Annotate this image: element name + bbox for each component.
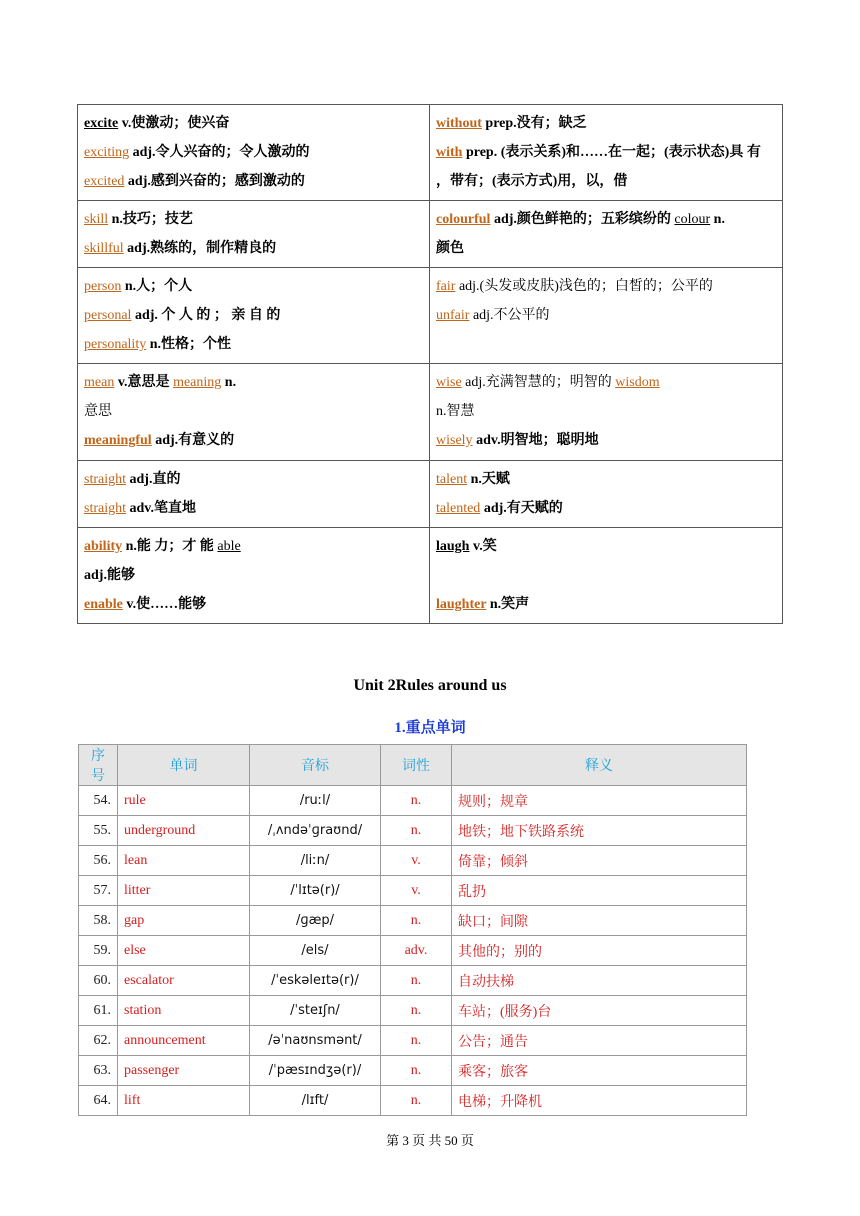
headword: meaning bbox=[173, 375, 222, 390]
vocab-index: 55. bbox=[79, 816, 118, 846]
headword: colourful bbox=[436, 212, 491, 227]
family-entry bbox=[84, 397, 424, 426]
family-entry bbox=[436, 109, 777, 138]
definition-text: 颜色 bbox=[436, 241, 464, 256]
headword: fair bbox=[436, 279, 456, 294]
vocab-row bbox=[79, 846, 747, 876]
vocab-word: lean bbox=[118, 846, 250, 876]
section-title: 1.重点单词 bbox=[394, 720, 466, 736]
headword: person bbox=[84, 279, 122, 294]
vocab-phonetic: /ˈpæsɪndʒə(r)/ bbox=[250, 1056, 381, 1086]
vocab-index: 64. bbox=[79, 1086, 118, 1116]
headword: exciting bbox=[84, 145, 130, 160]
family-cell-left bbox=[78, 364, 430, 461]
definition-text: prep. (表示关系)和……在一起；(表示状态)具 有 bbox=[462, 145, 761, 160]
vocab-word: passenger bbox=[118, 1056, 250, 1086]
definition-text: adj.不公平的 bbox=[469, 308, 550, 323]
definition-text: adj.颜色鲜艳的；五彩缤纷的 bbox=[490, 212, 675, 227]
family-entry bbox=[84, 465, 424, 494]
definition-text: n. bbox=[221, 375, 237, 390]
definition-text: n.技巧；技艺 bbox=[108, 212, 193, 227]
headword: unfair bbox=[436, 308, 470, 323]
header-phonetic: 音标 bbox=[250, 745, 381, 786]
definition-text: v.意思是 bbox=[114, 375, 174, 390]
page-footer: 第 3 页 共 50 页 bbox=[386, 1133, 474, 1148]
vocab-row bbox=[79, 906, 747, 936]
definition-text: n.性格；个性 bbox=[146, 337, 232, 352]
headword: enable bbox=[84, 597, 123, 612]
definition-text: n.智慧 bbox=[436, 404, 475, 419]
vocab-row bbox=[79, 786, 747, 816]
vocab-pos: n. bbox=[381, 966, 452, 996]
family-entry bbox=[84, 494, 424, 523]
vocab-index: 54. bbox=[79, 786, 118, 816]
vocab-header-row bbox=[79, 745, 747, 786]
definition-text: n. bbox=[710, 212, 725, 227]
vocab-pos: n. bbox=[381, 786, 452, 816]
definition-text: adj.有意义的 bbox=[151, 433, 235, 448]
definition-text: n.笑声 bbox=[486, 597, 530, 612]
vocab-word: escalator bbox=[118, 966, 250, 996]
family-entry bbox=[84, 272, 424, 301]
definition-text: adj.直的 bbox=[126, 472, 181, 487]
definition-text: v.使……能够 bbox=[122, 597, 207, 612]
family-entry bbox=[436, 561, 777, 590]
vocab-row bbox=[79, 1086, 747, 1116]
definition-text: n.天赋 bbox=[467, 472, 510, 487]
vocab-index: 60. bbox=[79, 966, 118, 996]
headword: with bbox=[436, 145, 463, 160]
family-row bbox=[78, 268, 783, 364]
family-entry bbox=[84, 561, 424, 590]
family-entry bbox=[436, 397, 777, 426]
vocabulary-table bbox=[78, 744, 747, 1116]
family-entry bbox=[436, 138, 777, 167]
family-entry bbox=[84, 368, 424, 397]
family-entry bbox=[84, 138, 424, 167]
word-family-table bbox=[77, 104, 783, 624]
definition-text: 意思 bbox=[84, 404, 112, 419]
family-row bbox=[78, 201, 783, 268]
header-word: 单词 bbox=[118, 745, 250, 786]
vocab-meaning: 倚靠；倾斜 bbox=[452, 846, 747, 876]
headword: mean bbox=[84, 375, 115, 390]
family-entry bbox=[84, 234, 424, 263]
family-cell-right bbox=[430, 461, 783, 528]
vocab-row bbox=[79, 966, 747, 996]
vocab-meaning: 其他的；别的 bbox=[452, 936, 747, 966]
vocab-word: rule bbox=[118, 786, 250, 816]
headword: personality bbox=[84, 337, 147, 352]
vocab-index: 61. bbox=[79, 996, 118, 1026]
vocab-pos: adv. bbox=[381, 936, 452, 966]
definition-text: ，带有；(表示方式)用，以，借 bbox=[436, 174, 628, 189]
definition-text: adj. 个 人 的 ； 亲 自 的 bbox=[131, 308, 281, 323]
headword: wise bbox=[436, 375, 462, 390]
family-entry bbox=[436, 205, 777, 234]
family-cell-left bbox=[78, 528, 430, 624]
family-cell-left bbox=[78, 105, 430, 201]
header-index: 序号 bbox=[79, 745, 118, 786]
definition-text: n.能 力；才 能 bbox=[122, 539, 218, 554]
definition-text: n.人；个人 bbox=[121, 279, 193, 294]
vocab-phonetic: /ˈeskəleɪtə(r)/ bbox=[250, 966, 381, 996]
vocab-pos: n. bbox=[381, 1086, 452, 1116]
family-row bbox=[78, 105, 783, 201]
vocab-word: underground bbox=[118, 816, 250, 846]
vocab-pos: n. bbox=[381, 1026, 452, 1056]
family-entry bbox=[84, 532, 424, 561]
definition-text: prep.没有；缺乏 bbox=[481, 116, 587, 131]
vocab-phonetic: /ruːl/ bbox=[250, 786, 381, 816]
vocab-meaning: 自动扶梯 bbox=[452, 966, 747, 996]
family-entry bbox=[436, 272, 777, 301]
definition-text: adv.明智地；聪明地 bbox=[472, 433, 599, 448]
vocab-row bbox=[79, 936, 747, 966]
definition-text: v.使激动；使兴奋 bbox=[118, 116, 230, 131]
vocab-row bbox=[79, 1026, 747, 1056]
vocab-phonetic: /ˈlɪtə(r)/ bbox=[250, 876, 381, 906]
headword: talented bbox=[436, 501, 481, 516]
family-entry bbox=[84, 426, 424, 455]
vocab-word: litter bbox=[118, 876, 250, 906]
unit-title: Unit 2Rules around us bbox=[353, 677, 507, 694]
headword: wisdom bbox=[615, 375, 660, 390]
vocab-index: 57. bbox=[79, 876, 118, 906]
headword: talent bbox=[436, 472, 468, 487]
vocab-row bbox=[79, 1056, 747, 1086]
vocab-phonetic: /els/ bbox=[250, 936, 381, 966]
header-meaning: 释义 bbox=[452, 745, 747, 786]
headword: skill bbox=[84, 212, 109, 227]
family-cell-left bbox=[78, 201, 430, 268]
vocab-index: 63. bbox=[79, 1056, 118, 1086]
family-entry bbox=[84, 109, 424, 138]
headword: personal bbox=[84, 308, 132, 323]
vocab-phonetic: /əˈnaʊnsmənt/ bbox=[250, 1026, 381, 1056]
vocab-word: lift bbox=[118, 1086, 250, 1116]
vocab-pos: v. bbox=[381, 846, 452, 876]
headword: straight bbox=[84, 472, 126, 487]
family-entry bbox=[436, 465, 777, 494]
vocab-meaning: 缺口；间隙 bbox=[452, 906, 747, 936]
family-entry bbox=[436, 426, 777, 455]
family-cell-left bbox=[78, 268, 430, 364]
family-entry bbox=[436, 368, 777, 397]
family-cell-right bbox=[430, 528, 783, 624]
family-entry bbox=[84, 590, 424, 619]
family-entry bbox=[436, 234, 777, 263]
vocab-index: 58. bbox=[79, 906, 118, 936]
family-row bbox=[78, 528, 783, 624]
headword: meaningful bbox=[84, 433, 152, 448]
family-entry bbox=[436, 494, 777, 523]
headword: skillful bbox=[84, 241, 124, 256]
headword: able bbox=[217, 539, 241, 554]
family-entry bbox=[84, 301, 424, 330]
definition-text: adj.熟练的，制作精良的 bbox=[123, 241, 277, 256]
vocab-phonetic: /ˌʌndəˈɡraʊnd/ bbox=[250, 816, 381, 846]
headword: colour bbox=[674, 212, 711, 227]
vocab-index: 59. bbox=[79, 936, 118, 966]
vocab-row bbox=[79, 816, 747, 846]
vocab-index: 62. bbox=[79, 1026, 118, 1056]
definition-text: adj.(头发或皮肤)浅色的；白皙的；公平的 bbox=[455, 279, 713, 294]
vocab-meaning: 地铁；地下铁路系统 bbox=[452, 816, 747, 846]
vocab-meaning: 电梯；升降机 bbox=[452, 1086, 747, 1116]
vocab-word: station bbox=[118, 996, 250, 1026]
headword: ability bbox=[84, 539, 123, 554]
headword: laugh bbox=[436, 539, 470, 554]
vocab-phonetic: /ɡæp/ bbox=[250, 906, 381, 936]
vocab-pos: n. bbox=[381, 906, 452, 936]
definition-text: adj.有天赋的 bbox=[480, 501, 563, 516]
family-entry bbox=[436, 167, 777, 196]
vocab-meaning: 乱扔 bbox=[452, 876, 747, 906]
vocab-row bbox=[79, 996, 747, 1026]
headword: excited bbox=[84, 174, 125, 189]
vocab-word: else bbox=[118, 936, 250, 966]
vocab-pos: n. bbox=[381, 1056, 452, 1086]
family-row bbox=[78, 461, 783, 528]
vocab-word: gap bbox=[118, 906, 250, 936]
vocab-word: announcement bbox=[118, 1026, 250, 1056]
family-row bbox=[78, 364, 783, 461]
family-cell-right bbox=[430, 268, 783, 364]
headword: laughter bbox=[436, 597, 487, 612]
vocab-index: 56. bbox=[79, 846, 118, 876]
vocab-phonetic: /ˈsteɪʃn/ bbox=[250, 996, 381, 1026]
vocab-pos: n. bbox=[381, 816, 452, 846]
family-cell-right bbox=[430, 364, 783, 461]
vocab-meaning: 乘客；旅客 bbox=[452, 1056, 747, 1086]
family-cell-left bbox=[78, 461, 430, 528]
vocab-phonetic: /lɪft/ bbox=[250, 1086, 381, 1116]
family-entry bbox=[436, 532, 777, 561]
family-entry bbox=[84, 167, 424, 196]
family-entry bbox=[84, 205, 424, 234]
vocab-pos: n. bbox=[381, 996, 452, 1026]
family-entry bbox=[436, 301, 777, 330]
vocab-row bbox=[79, 876, 747, 906]
vocab-meaning: 车站；(服务)台 bbox=[452, 996, 747, 1026]
headword: without bbox=[436, 116, 482, 131]
vocab-meaning: 规则；规章 bbox=[452, 786, 747, 816]
header-pos: 词性 bbox=[381, 745, 452, 786]
family-cell-right bbox=[430, 201, 783, 268]
definition-text: adj.令人兴奋的；令人激动的 bbox=[129, 145, 310, 160]
vocab-phonetic: /liːn/ bbox=[250, 846, 381, 876]
definition-text: adj.能够 bbox=[84, 568, 135, 583]
family-cell-right bbox=[430, 105, 783, 201]
family-entry bbox=[84, 330, 424, 359]
vocab-pos: v. bbox=[381, 876, 452, 906]
definition-text: adj.充满智慧的；明智的 bbox=[461, 375, 616, 390]
headword: excite bbox=[84, 116, 119, 131]
definition-text: adj.感到兴奋的；感到激动的 bbox=[124, 174, 305, 189]
vocab-meaning: 公告；通告 bbox=[452, 1026, 747, 1056]
family-entry bbox=[436, 590, 777, 619]
definition-text: v.笑 bbox=[469, 539, 497, 554]
headword: straight bbox=[84, 501, 126, 516]
headword: wisely bbox=[436, 433, 473, 448]
definition-text: adv.笔直地 bbox=[126, 501, 197, 516]
